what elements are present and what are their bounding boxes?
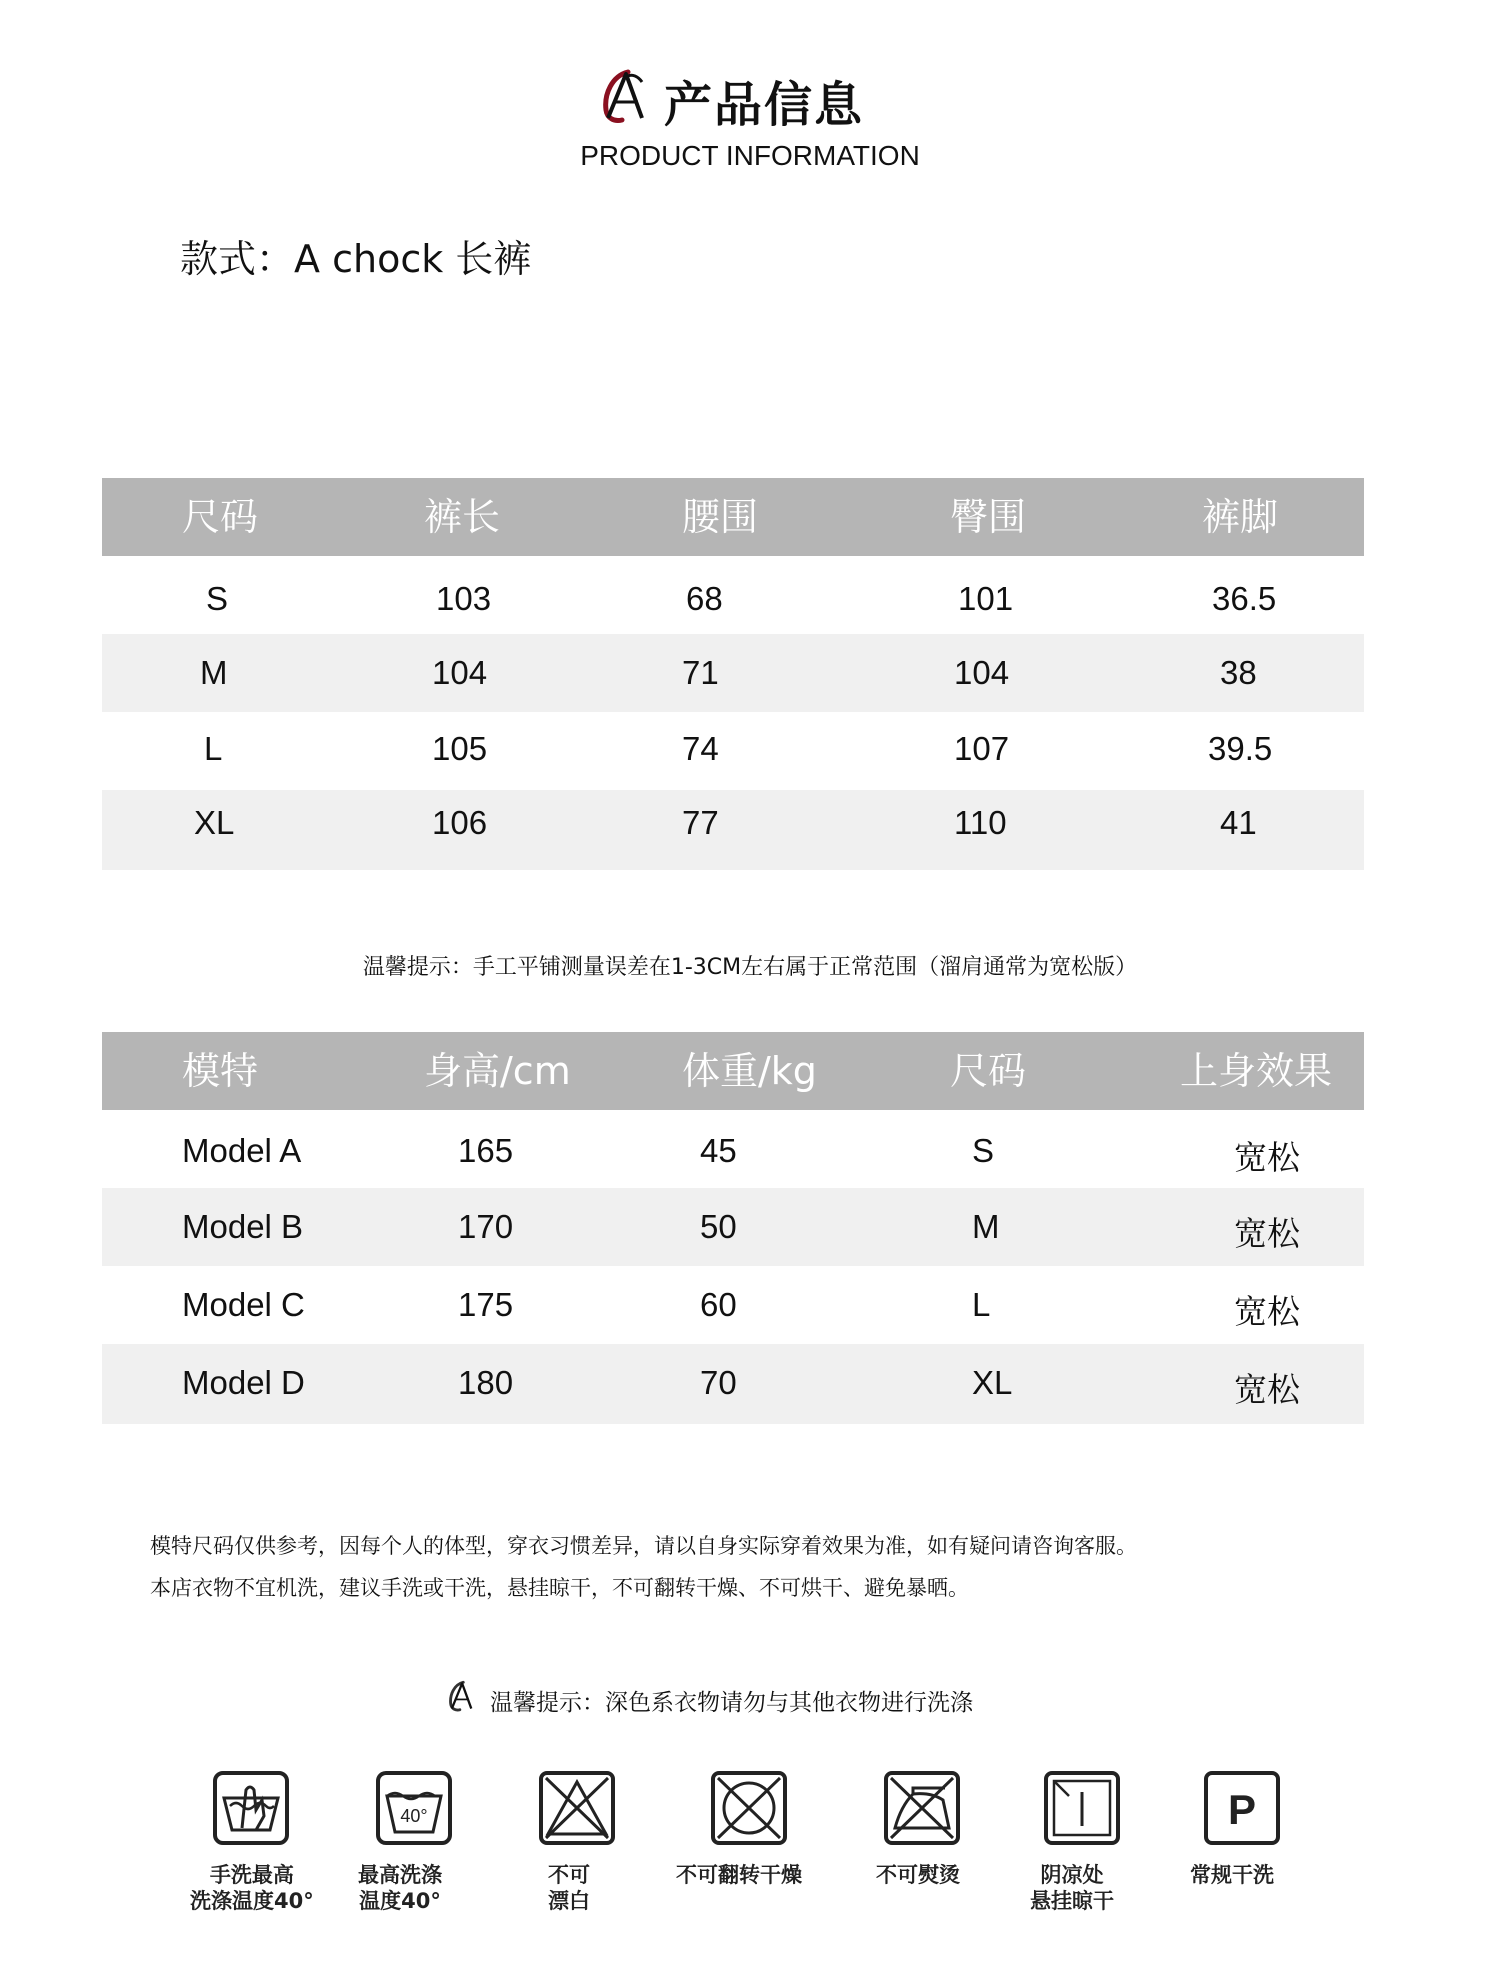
table-cell: 38 <box>1220 654 1257 691</box>
model-header-fit: 上身效果 <box>1180 1049 1333 1093</box>
table-row <box>102 1344 1364 1424</box>
table-cell: S <box>206 580 229 617</box>
note-line: 本店衣物不宜机洗，建议手洗或干洗，悬挂晾干，不可翻转干燥、不可烘干、避免暴晒。 <box>150 1576 969 1600</box>
table-cell: 180 <box>458 1364 514 1401</box>
care-label-line: 不可翻转干燥 <box>676 1863 802 1887</box>
style-line <box>180 228 531 283</box>
table-cell: 宽松 <box>1234 1370 1300 1409</box>
table-cell: Model A <box>182 1132 302 1169</box>
table-cell: Model C <box>182 1286 305 1323</box>
table-cell: 104 <box>432 654 488 691</box>
dry-clean-letter: P <box>1227 1786 1257 1833</box>
care-label-line: 温度40° <box>359 1889 441 1913</box>
care-label-line: 悬挂晾干 <box>1030 1889 1114 1913</box>
table-cell: 74 <box>682 730 719 767</box>
model-table-header <box>102 1032 1364 1110</box>
table-cell: 77 <box>682 804 719 841</box>
model-table <box>102 1032 1364 1424</box>
size-table <box>102 478 1364 870</box>
size-header-size: 尺码 <box>182 495 259 539</box>
table-cell: 106 <box>432 804 488 841</box>
care-label-no-tumble-dry <box>676 1862 802 1888</box>
table-cell: L <box>204 730 223 767</box>
table-cell: 107 <box>954 730 1010 767</box>
model-header-size: 尺码 <box>950 1049 1027 1093</box>
care-label-no-iron <box>876 1862 960 1888</box>
wash-40-icon <box>375 1770 453 1846</box>
table-cell: 宽松 <box>1234 1138 1300 1177</box>
table-cell: 110 <box>954 804 1007 841</box>
table-cell: 45 <box>700 1132 737 1169</box>
wash-temp-text: 40° <box>400 1806 428 1826</box>
measurement-tip: 温馨提示：手工平铺测量误差在1-3CM左右属于正常范围（溜肩通常为宽松版） <box>362 955 1138 980</box>
style-label: 款式： <box>180 237 295 281</box>
care-label-line: 常规干洗 <box>1190 1863 1274 1887</box>
care-label-dry-clean <box>1190 1862 1274 1888</box>
care-label-line: 洗涤温度40° <box>190 1889 314 1913</box>
washing-tip: 温馨提示：深色系衣物请勿与其他衣物进行洗涤 <box>490 1690 973 1716</box>
table-cell: M <box>972 1208 1000 1245</box>
care-label-line: 手洗最高 <box>209 1863 294 1887</box>
ac-monogram-logo-icon <box>446 1680 476 1712</box>
table-cell: 101 <box>958 580 1014 617</box>
size-notes <box>150 1525 1137 1609</box>
table-cell: 宽松 <box>1234 1214 1300 1253</box>
no-bleach-icon <box>538 1770 616 1846</box>
size-header-waist: 腰围 <box>682 495 759 539</box>
hand-wash-icon <box>212 1770 290 1846</box>
table-row <box>102 712 1364 790</box>
table-cell: L <box>972 1286 991 1323</box>
table-row <box>102 790 1364 870</box>
table-cell: 宽松 <box>1234 1292 1300 1331</box>
table-cell: Model D <box>182 1364 305 1401</box>
size-header-hem: 裤脚 <box>1202 495 1279 539</box>
model-header-model: 模特 <box>182 1049 259 1093</box>
page-title: 产品信息 <box>664 77 865 133</box>
dry-clean-p-icon <box>1203 1770 1281 1846</box>
table-cell: 60 <box>700 1286 737 1323</box>
page-subtitle: PRODUCT INFORMATION <box>580 140 920 171</box>
table-cell: 50 <box>700 1208 737 1245</box>
table-cell: 68 <box>686 580 723 617</box>
size-header-hip: 臀围 <box>950 495 1027 539</box>
care-label-line: 不可熨烫 <box>876 1863 960 1887</box>
no-iron-icon <box>883 1770 961 1846</box>
table-cell: 41 <box>1220 804 1257 841</box>
table-cell: XL <box>194 804 235 841</box>
table-cell: 175 <box>458 1286 514 1323</box>
style-value: A chock 长裤 <box>294 237 532 281</box>
table-row <box>102 634 1364 712</box>
table-cell: 36.5 <box>1212 580 1277 617</box>
care-label-line: 阴凉处 <box>1040 1863 1104 1887</box>
note-line: 模特尺码仅供参考，因每个人的体型，穿衣习惯差异，请以自身实际穿着效果为准，如有疑问请咨询客服。 <box>150 1534 1137 1558</box>
care-label-line: 漂白 <box>548 1889 590 1913</box>
model-header-weight: 体重/kg <box>682 1049 817 1093</box>
no-tumble-dry-icon <box>710 1770 788 1846</box>
table-row <box>102 1266 1364 1344</box>
care-label-wash-40 <box>358 1862 442 1914</box>
shade-line-dry-icon <box>1043 1770 1121 1846</box>
table-cell: XL <box>972 1364 1013 1401</box>
table-cell: Model B <box>182 1208 304 1245</box>
table-cell: M <box>200 654 228 691</box>
table-cell: 165 <box>458 1132 514 1169</box>
size-header-length: 裤长 <box>424 495 501 539</box>
table-row <box>102 1110 1364 1188</box>
care-label-shade-dry <box>1030 1862 1114 1914</box>
table-cell: 103 <box>436 580 492 617</box>
ac-monogram-logo-icon <box>598 68 650 124</box>
care-label-no-bleach <box>548 1862 590 1914</box>
table-cell: 104 <box>954 654 1010 691</box>
table-row <box>102 556 1364 634</box>
table-cell: 170 <box>458 1208 514 1245</box>
table-row <box>102 1188 1364 1266</box>
model-header-height: 身高/cm <box>424 1049 571 1093</box>
size-table-header <box>102 478 1364 556</box>
table-cell: 71 <box>682 654 719 691</box>
table-cell: 105 <box>432 730 488 767</box>
care-label-hand-wash <box>190 1862 314 1914</box>
care-label-line: 不可 <box>548 1863 590 1887</box>
table-cell: 70 <box>700 1364 737 1401</box>
table-cell: S <box>972 1132 995 1169</box>
care-label-line: 最高洗涤 <box>358 1863 442 1887</box>
table-cell: 39.5 <box>1208 730 1273 767</box>
